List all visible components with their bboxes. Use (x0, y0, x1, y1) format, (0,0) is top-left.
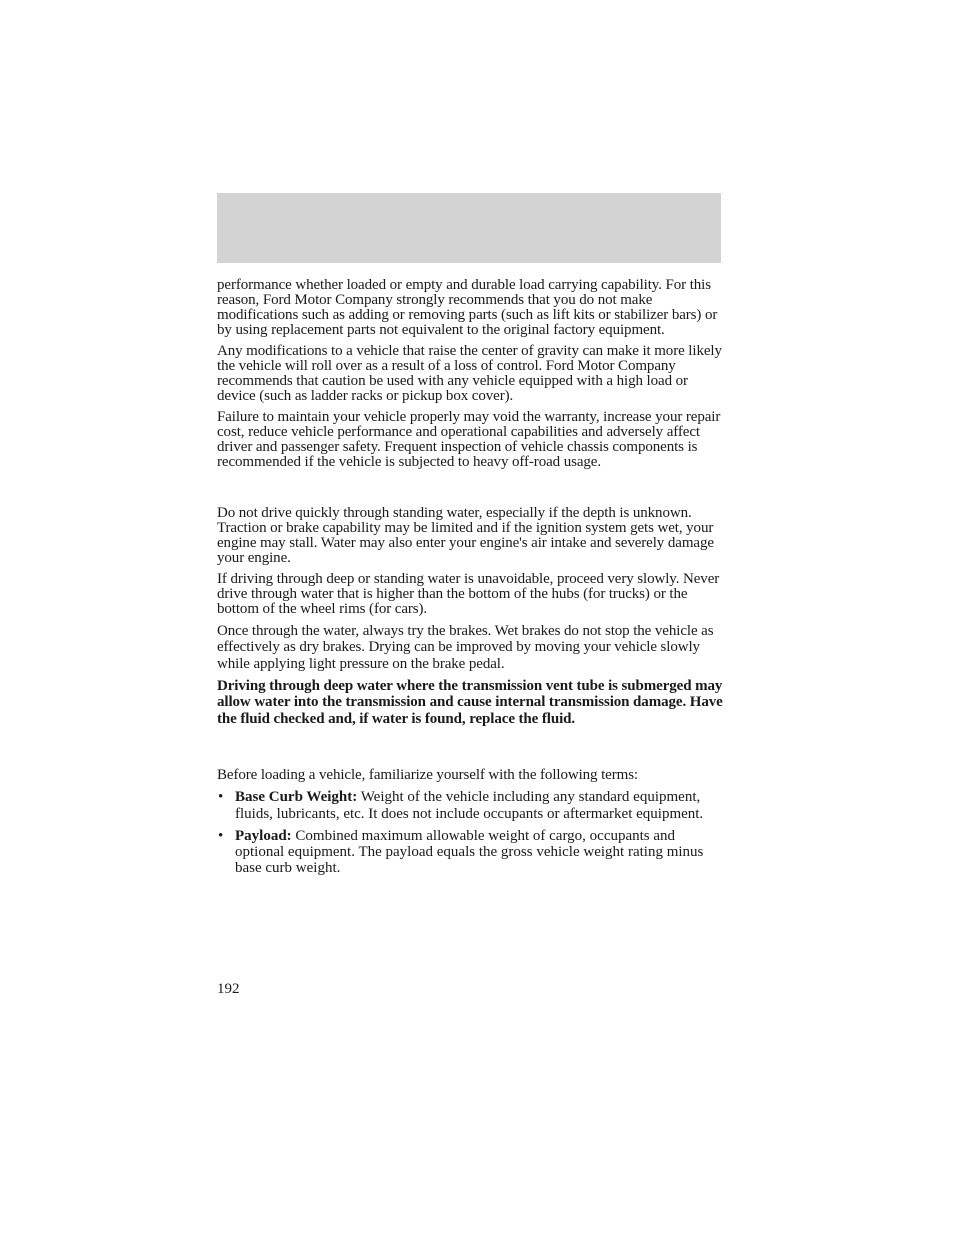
term-definition: Combined maximum allowable weight of cargo, occupants and optional equipment. The payload equals the gross vehicle weight rating minus base curb weight. (235, 827, 704, 877)
page-number: 192 (217, 981, 240, 997)
section-gap (217, 476, 723, 506)
paragraph-center-of-gravity: Any modifications to a vehicle that raise the center of gravity can make it more likely the vehicle will roll over as a result of a loss of control. Ford Motor Company recommends that caution be used with any vehicle equipped with a high load or device (such as ladder racks or pickup box cover). (217, 343, 722, 404)
paragraph-standing-water: Do not drive quickly through standing water, especially if the depth is unknown. Traction or brake capability may be limited and if the ignition system gets wet, your engine may stall. Water may also enter your engine's air intake and severely damage your engine. (217, 505, 714, 566)
paragraph-maintenance: Failure to maintain your vehicle properly may void the warranty, increase your repair cost, reduce vehicle performance and operational capabilities and adversely affect driver and passenger safety. Frequent inspection of vehicle chassis components is recommended if the vehicle is subjected to heavy off-road usage. (217, 409, 721, 470)
paragraph-wet-brakes: Once through the water, always try the brakes. Wet brakes do not stop the vehicle as effectively as dry brakes. Drying can be improved by moving your vehicle slowly while applying light pressure on the brake pedal. (217, 623, 714, 672)
section-header-band (217, 193, 721, 263)
paragraph-deep-water: If driving through deep or standing water is unavoidable, proceed very slowly. Never drive through water that is higher than the bottom of the hubs (for trucks) or the bottom of the wheel rims (for cars). (217, 571, 720, 617)
bullet-icon: • (218, 827, 224, 844)
page-body (217, 278, 723, 882)
list-item-base-curb-weight (217, 789, 723, 821)
list-item-payload (217, 828, 723, 877)
term-definition: Weight of the vehicle including any standard equipment, fluids, lubricants, etc. It does not include occupants or aftermarket equipment. (235, 789, 704, 822)
paragraph-modifications-intro: performance whether loaded or empty and durable load carrying capability. For this reason, Ford Motor Company strongly recommends that you do not make modifications such as adding or removing parts (such as lift kits or stabilizer bars) or by using replacement parts not equivalent to the original factory equipment. (217, 277, 718, 338)
section-gap (217, 733, 723, 768)
term-label: Payload: (235, 827, 292, 844)
bullet-icon: • (218, 789, 224, 806)
terms-list (217, 789, 723, 876)
paragraph-loading-intro: Before loading a vehicle, familiarize yourself with the following terms: (217, 767, 638, 784)
term-label: Base Curb Weight: (235, 789, 358, 806)
warning-transmission-water: Driving through deep water where the transmission vent tube is submerged may allow water into the transmission and cause internal transmission damage. Have the fluid checked and, if water is found, replace the fluid. (217, 677, 723, 727)
